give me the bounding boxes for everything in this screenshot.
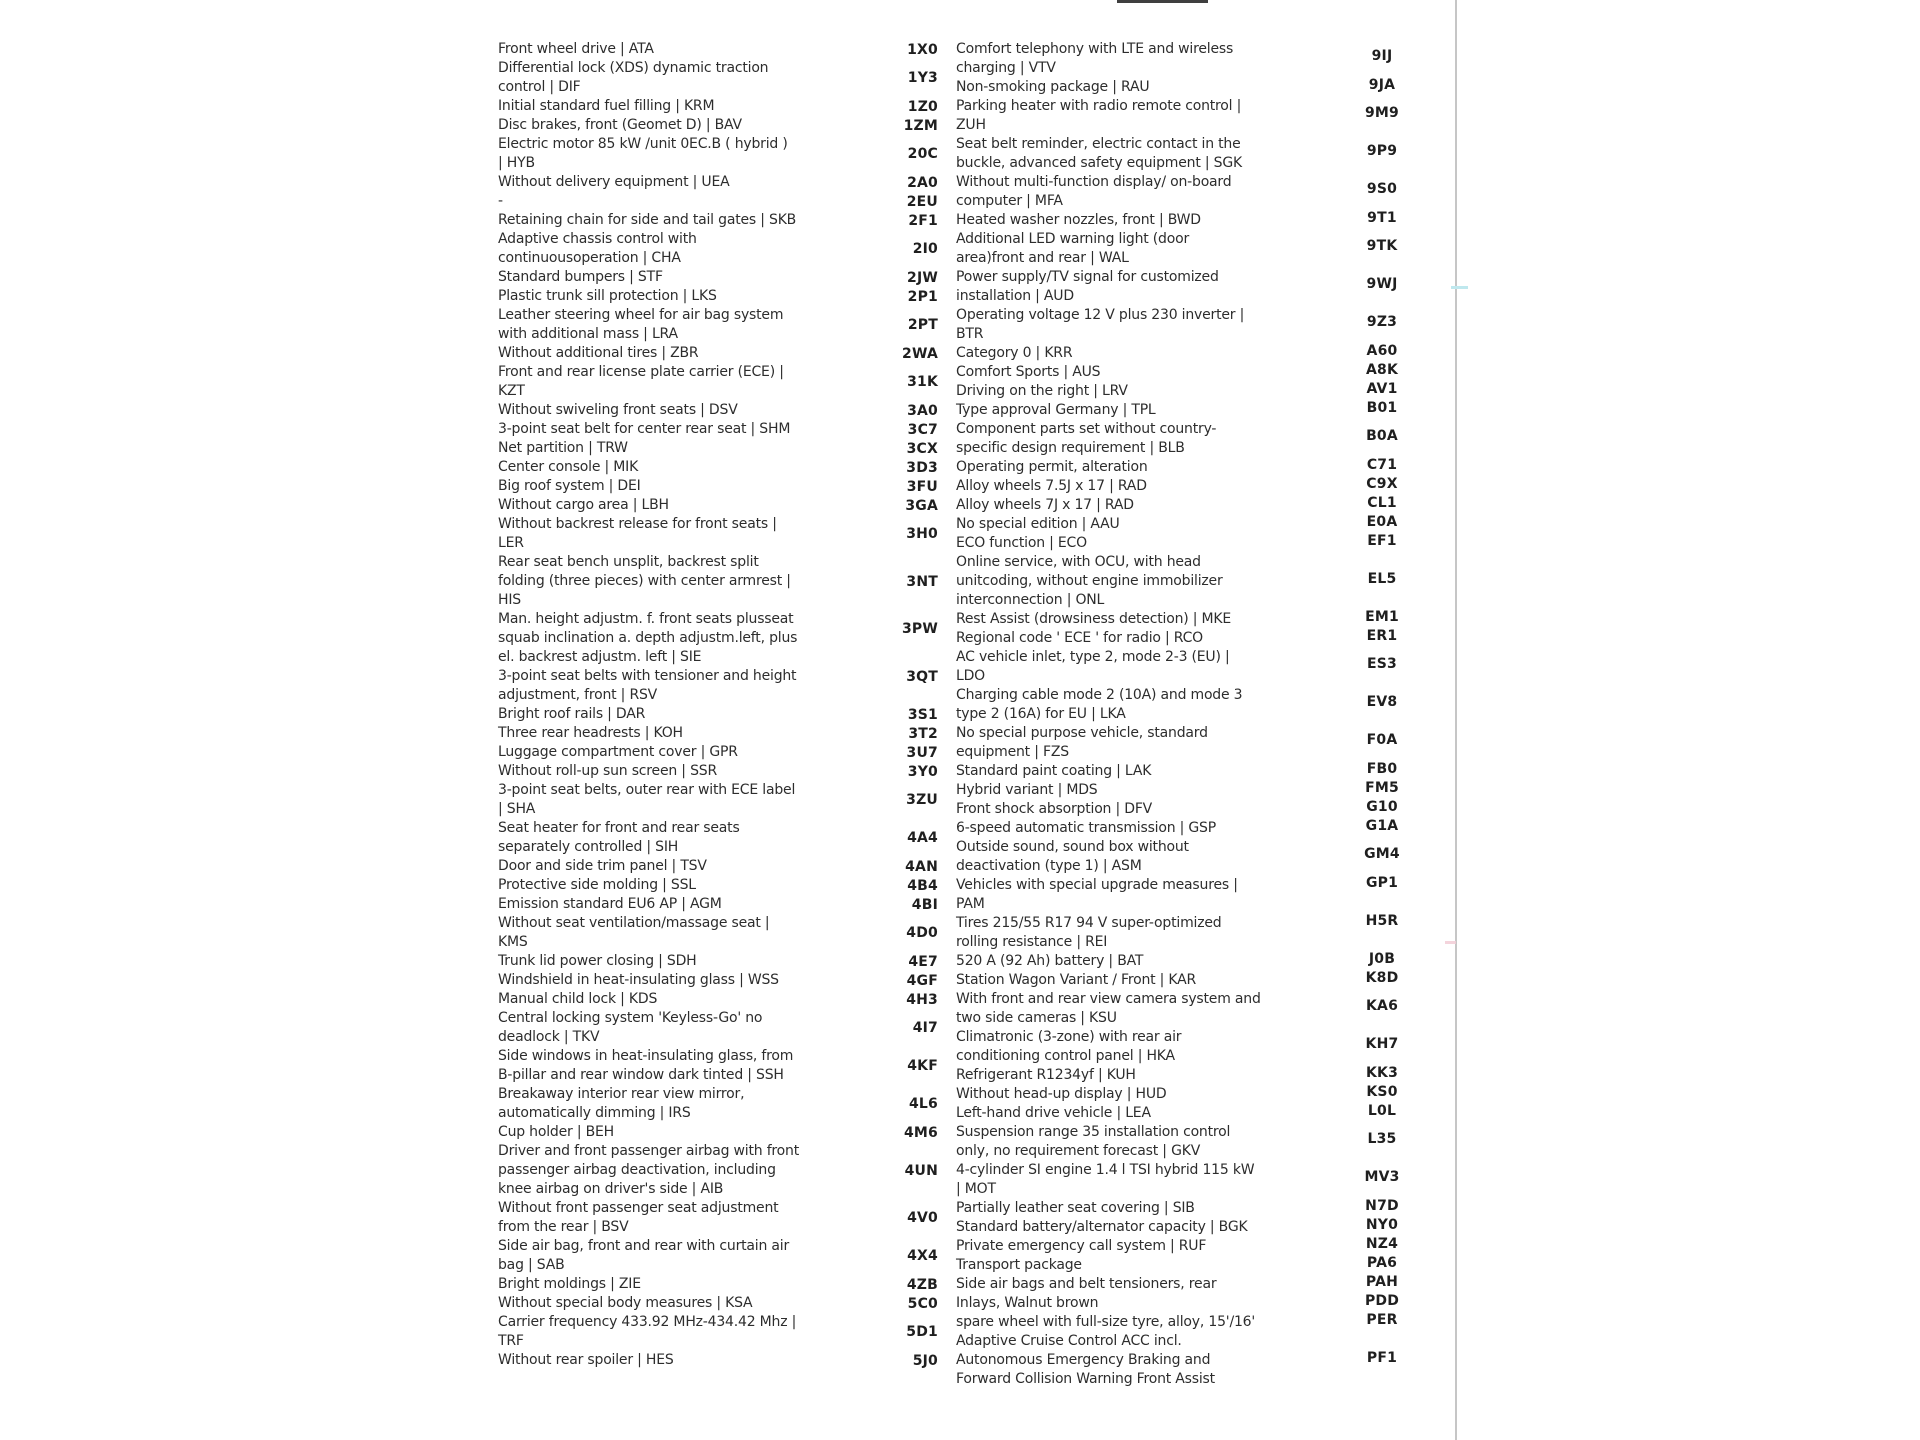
text-line: passenger airbag deactivation, including (498, 1162, 776, 1178)
text-line: TRF (498, 1333, 524, 1349)
pr-code: PA6 (1366, 1254, 1398, 1271)
pr-code: 9T1 (1367, 209, 1397, 226)
text-line: Partially leather seat covering | SIB (956, 1200, 1195, 1216)
pr-code: 4D0 (906, 925, 938, 941)
text-line: Alloy wheels 7J x 17 | RAD (956, 497, 1134, 513)
pr-code: K8D (1365, 969, 1399, 986)
pr-code: CL1 (1367, 494, 1397, 511)
pr-code: 5D1 (906, 1324, 938, 1340)
text-line: Retaining chain for side and tail gates | SKB (498, 212, 797, 228)
text-line: spare wheel with full-size tyre, alloy, 15'/16' (956, 1314, 1256, 1330)
pr-code: EV8 (1366, 694, 1398, 710)
text-line: Emission standard EU6 AP | AGM (498, 896, 722, 912)
text-line: Disc brakes, front (Geomet D) | BAV (498, 117, 742, 133)
text-line: knee airbag on driver's side | AIB (498, 1181, 724, 1197)
pr-code: 3T2 (908, 725, 938, 742)
text-line: Seat belt reminder, electric contact in the (956, 136, 1241, 152)
pr-code: 3U7 (906, 744, 938, 761)
pr-code: PER (1366, 1311, 1398, 1328)
pr-code: B01 (1366, 399, 1398, 416)
text-line: Leather steering wheel for air bag system (498, 307, 784, 323)
text-line: 6-speed automatic transmission | GSP (956, 820, 1216, 836)
pr-code: PF1 (1366, 1349, 1398, 1366)
pr-code: NZ4 (1365, 1235, 1399, 1252)
pr-code: 2I0 (912, 241, 938, 257)
text-line: deactivation (type 1) | ASM (956, 858, 1142, 874)
pr-code: FM5 (1365, 779, 1399, 796)
pr-code: EM1 (1365, 608, 1399, 625)
text-line: Driving on the right | LRV (956, 383, 1128, 399)
text-line: Breakaway interior rear view mirror, (498, 1086, 745, 1102)
text-line: rolling resistance | REI (956, 934, 1108, 950)
text-line: Heated washer nozzles, front | BWD (956, 212, 1201, 228)
pr-code: MV3 (1364, 1169, 1400, 1185)
pr-code: 4I7 (912, 1020, 938, 1036)
pr-code: 2A0 (907, 174, 938, 191)
text-line: Parking heater with radio remote control | (956, 98, 1242, 114)
pr-code: AV1 (1366, 380, 1398, 397)
pr-code: 9M9 (1364, 105, 1399, 121)
pr-code: 3FU (906, 478, 938, 495)
text-line: Driver and front passenger airbag with front (498, 1143, 800, 1159)
pr-code: 2WA (902, 345, 938, 362)
pr-code: 4AN (905, 858, 938, 875)
text-line: No special purpose vehicle, standard (956, 725, 1208, 741)
pr-code: 4V0 (907, 1210, 938, 1226)
text-line: Forward Collision Warning Front Assist (956, 1371, 1215, 1387)
pr-code: 4A4 (907, 830, 938, 846)
text-line: Adaptive Cruise Control ACC incl. (956, 1333, 1182, 1349)
text-line: Without seat ventilation/massage seat | (498, 915, 770, 931)
text-line: Private emergency call system | RUF (956, 1238, 1207, 1254)
pr-code: 3H0 (906, 526, 938, 542)
pr-code: GM4 (1364, 846, 1400, 862)
text-line: Suspension range 35 installation control (956, 1124, 1231, 1140)
text-line: Without roll-up sun screen | SSR (498, 763, 717, 779)
text-line: Online service, with OCU, with head (956, 554, 1201, 570)
text-line: Refrigerant R1234yf | KUH (956, 1067, 1136, 1083)
pr-code: 3C7 (907, 421, 938, 438)
text-line: 3-point seat belt for center rear seat | SHM (498, 421, 791, 437)
text-line: 520 A (92 Ah) battery | BAT (956, 953, 1144, 969)
pr-code: F0A (1366, 732, 1398, 748)
text-line: Vehicles with special upgrade measures | (956, 877, 1238, 893)
text-line: Standard bumpers | STF (498, 269, 663, 285)
text-line: Transport package (956, 1257, 1082, 1273)
pr-code: 3S1 (907, 706, 938, 723)
text-line: Additional LED warning light (door (956, 231, 1190, 247)
pr-code: 1Z0 (907, 98, 938, 115)
pr-code: 2PT (907, 317, 938, 333)
text-line: Component parts set without country- (956, 421, 1217, 437)
pr-code: N7D (1365, 1197, 1399, 1214)
pr-code: KH7 (1365, 1036, 1399, 1052)
pr-code: 4BI (911, 896, 938, 913)
pr-code: 4KF (907, 1058, 938, 1074)
text-line: Bright moldings | ZIE (498, 1276, 641, 1292)
pr-code: 3ZU (906, 792, 938, 808)
pr-code: J0B (1368, 950, 1396, 967)
pr-code: PDD (1364, 1292, 1400, 1309)
text-line: Hybrid variant | MDS (956, 782, 1098, 798)
pr-code: 2F1 (908, 212, 938, 229)
pr-code: 3CX (906, 440, 938, 457)
text-line: Luggage compartment cover | GPR (498, 744, 738, 760)
scan-artifact-top-line (1117, 0, 1208, 3)
text-line: Initial standard fuel filling | KRM (498, 98, 715, 114)
text-line: Non-smoking package | RAU (956, 79, 1150, 95)
text-line: folding (three pieces) with center armrest | (498, 573, 791, 589)
text-line: Manual child lock | KDS (498, 991, 658, 1007)
text-line: 3-point seat belts, outer rear with ECE label (498, 782, 796, 798)
pr-code: 9TK (1366, 238, 1398, 254)
pr-code: 3PW (901, 621, 938, 637)
text-line: Differential lock (XDS) dynamic traction (498, 60, 769, 76)
text-line: equipment | FZS (956, 744, 1069, 760)
pr-code: 5C0 (907, 1295, 938, 1312)
text-line: KMS (498, 934, 528, 950)
pr-code: 3GA (905, 497, 938, 514)
pr-code: EF1 (1367, 532, 1397, 549)
text-line: 4-cylinder SI engine 1.4 l TSI hybrid 115 kW (956, 1162, 1255, 1178)
text-line: LDO (956, 668, 985, 684)
pr-code: 1X0 (907, 41, 938, 58)
text-line: buckle, advanced safety equipment | SGK (956, 155, 1242, 171)
pr-code: 4ZB (906, 1276, 938, 1293)
pr-code: 9Z3 (1366, 314, 1398, 330)
text-line: computer | MFA (956, 193, 1063, 209)
text-line: PAM (956, 896, 985, 912)
pr-code: C71 (1366, 456, 1398, 473)
text-line: interconnection | ONL (956, 592, 1105, 608)
pr-code: G1A (1365, 817, 1399, 834)
text-line: only, no requirement forecast | GKV (956, 1143, 1201, 1159)
text-line: unitcoding, without engine immobilizer (956, 573, 1223, 589)
text-line: Without multi-function display/ on-board (956, 174, 1232, 190)
text-line: specific design requirement | BLB (956, 440, 1185, 456)
pr-code: E0A (1366, 513, 1398, 530)
text-line: Inlays, Walnut brown (956, 1295, 1099, 1311)
pr-code: 3D3 (906, 459, 938, 476)
pr-code-column (850, 40, 938, 1400)
text-line: Door and side trim panel | TSV (498, 858, 707, 874)
pr-code: 4B4 (907, 877, 938, 894)
pr-code: C9X (1366, 475, 1398, 492)
text-line: KZT (498, 383, 525, 399)
text-line: Without head-up display | HUD (956, 1086, 1167, 1102)
text-line: conditioning control panel | HKA (956, 1048, 1175, 1064)
text-line: Category 0 | KRR (956, 345, 1073, 361)
text-line: Standard battery/alternator capacity | BGK (956, 1219, 1248, 1235)
text-line: Cup holder | BEH (498, 1124, 614, 1140)
pr-code: 31K (907, 374, 938, 390)
pr-code: GP1 (1365, 874, 1399, 891)
text-line: Without swiveling front seats | DSV (498, 402, 738, 418)
pr-code: 2EU (906, 193, 938, 210)
text-line: Comfort Sports | AUS (956, 364, 1101, 380)
text-line: Station Wagon Variant / Front | KAR (956, 972, 1197, 988)
left-description-column (498, 40, 843, 1370)
text-line: Without rear spoiler | HES (498, 1352, 674, 1368)
pr-code: PAH (1365, 1273, 1399, 1290)
text-line: 3-point seat belts with tensioner and height (498, 668, 797, 684)
pr-code: NY0 (1365, 1216, 1399, 1233)
text-line: Rest Assist (drowsiness detection) | MKE (956, 611, 1232, 627)
pr-code: A8K (1365, 361, 1399, 378)
middle-description-column (956, 40, 1316, 1389)
text-line: Comfort telephony with LTE and wireless (956, 41, 1234, 57)
text-line: Left-hand drive vehicle | LEA (956, 1105, 1151, 1121)
text-line: Autonomous Emergency Braking and (956, 1352, 1211, 1368)
text-line: installation | AUD (956, 288, 1074, 304)
text-line: Front wheel drive | ATA (498, 41, 654, 57)
text-line: el. backrest adjustm. left | SIE (498, 649, 702, 665)
pr-code: B0A (1366, 428, 1398, 444)
text-line: Without cargo area | LBH (498, 497, 669, 513)
text-line: Bright roof rails | DAR (498, 706, 646, 722)
text-line: | HYB (498, 155, 535, 171)
text-line: Without backrest release for front seats | (498, 516, 777, 532)
text-line: charging | VTV (956, 60, 1056, 76)
text-line: from the rear | BSV (498, 1219, 629, 1235)
text-line: Climatronic (3-zone) with rear air (956, 1029, 1182, 1045)
text-line: two side cameras | KSU (956, 1010, 1117, 1026)
text-line: Side air bags and belt tensioners, rear (956, 1276, 1217, 1292)
pr-code: 9P9 (1366, 143, 1398, 159)
text-line: Seat heater for front and rear seats (498, 820, 740, 836)
pr-code: 4E7 (908, 953, 938, 970)
text-line: BTR (956, 326, 984, 342)
text-line: Front and rear license plate carrier (ECE) | (498, 364, 784, 380)
text-line: bag | SAB (498, 1257, 565, 1273)
text-line: Front shock absorption | DFV (956, 801, 1153, 817)
text-line: type 2 (16A) for EU | LKA (956, 706, 1126, 722)
pr-code: FB0 (1366, 760, 1398, 777)
text-line: Rear seat bench unsplit, backrest split (498, 554, 759, 570)
page-edge-divider-line (1455, 0, 1457, 1440)
text-line: Center console | MIK (498, 459, 639, 475)
pr-code: 4X4 (907, 1248, 938, 1264)
pr-code: KS0 (1366, 1083, 1398, 1100)
text-line: squab inclination a. depth adjustm.left, plus (498, 630, 798, 646)
pr-code: 1ZM (903, 117, 938, 134)
text-line: Standard paint coating | LAK (956, 763, 1152, 779)
pr-code: 2JW (907, 269, 938, 286)
pr-code: 3QT (906, 668, 938, 685)
text-line: Adaptive chassis control with (498, 231, 697, 247)
pr-code: ES3 (1367, 656, 1397, 672)
scan-artifact-pink-tick (1445, 941, 1456, 944)
text-line: Without special body measures | KSA (498, 1295, 753, 1311)
text-line: control | DIF (498, 79, 581, 95)
text-line: | SHA (498, 801, 536, 817)
text-line: Alloy wheels 7.5J x 17 | RAD (956, 478, 1147, 494)
pr-code: ER1 (1366, 627, 1398, 644)
pr-code: 1Y3 (907, 70, 938, 86)
text-line: ECO function | ECO (956, 535, 1087, 551)
text-line: continuousoperation | CHA (498, 250, 681, 266)
text-line: Regional code ' ECE ' for radio | RCO (956, 630, 1203, 646)
pr-code: 9WJ (1366, 276, 1398, 292)
pr-code: 4UN (904, 1162, 938, 1179)
text-line: No special edition | AAU (956, 516, 1120, 532)
text-line: ZUH (956, 117, 986, 133)
text-line: Without additional tires | ZBR (498, 345, 699, 361)
pr-code: 4GF (906, 972, 938, 989)
text-line: adjustment, front | RSV (498, 687, 658, 703)
text-line: deadlock | TKV (498, 1029, 600, 1045)
text-line: | MOT (956, 1181, 996, 1197)
text-line: Side air bag, front and rear with curtain air (498, 1238, 790, 1254)
pr-code: KA6 (1365, 998, 1399, 1014)
pr-code: KK3 (1365, 1064, 1399, 1081)
text-line: Man. height adjustm. f. front seats plusseat (498, 611, 794, 627)
pr-code: L35 (1367, 1131, 1397, 1147)
text-line: Windshield in heat-insulating glass | WSS (498, 972, 779, 988)
pr-code: 3Y0 (907, 763, 938, 780)
text-line: Carrier frequency 433.92 MHz-434.42 Mhz | (498, 1314, 797, 1330)
pr-code: 4H3 (906, 991, 938, 1008)
text-line: automatically dimming | IRS (498, 1105, 691, 1121)
text-line: With front and rear view camera system and (956, 991, 1261, 1007)
text-line: Central locking system 'Keyless-Go' no (498, 1010, 763, 1026)
text-line: AC vehicle inlet, type 2, mode 2-3 (EU) | (956, 649, 1230, 665)
text-line: HIS (498, 592, 521, 608)
pr-code: 2P1 (907, 288, 938, 305)
text-line: Net partition | TRW (498, 440, 628, 456)
pr-code: 20C (907, 146, 938, 162)
text-line: Operating voltage 12 V plus 230 inverter | (956, 307, 1245, 323)
text-line: with additional mass | LRA (498, 326, 678, 342)
text-line: Operating permit, alteration (956, 459, 1148, 475)
text-line: Power supply/TV signal for customized (956, 269, 1219, 285)
text-line: area)front and rear | WAL (956, 250, 1129, 266)
pr-code: 5J0 (912, 1352, 938, 1369)
text-line: Side windows in heat-insulating glass, from (498, 1048, 794, 1064)
pr-code: H5R (1365, 912, 1399, 929)
pr-code: L0L (1367, 1102, 1397, 1119)
pr-code: 4M6 (903, 1124, 938, 1141)
text-line: Protective side molding | SSL (498, 877, 696, 893)
text-line: Big roof system | DEI (498, 478, 641, 494)
text-line: - (498, 193, 503, 209)
pr-code: 9JA (1368, 76, 1396, 93)
pr-code: A60 (1366, 342, 1398, 359)
text-line: Electric motor 85 kW /unit 0EC.B ( hybrid ) (498, 136, 788, 152)
pr-code: 4L6 (908, 1096, 938, 1112)
text-line: Outside sound, sound box without (956, 839, 1189, 855)
right-pr-code-column (1347, 37, 1417, 1397)
text-line: Three rear headrests | KOH (498, 725, 683, 741)
text-line: Type approval Germany | TPL (956, 402, 1156, 418)
pr-code: 3A0 (907, 402, 938, 419)
text-line: separately controlled | SIH (498, 839, 679, 855)
text-line: Without front passenger seat adjustment (498, 1200, 779, 1216)
text-line: Trunk lid power closing | SDH (498, 953, 697, 969)
pr-code: 3NT (906, 573, 938, 590)
pr-code: 9IJ (1371, 48, 1393, 64)
text-line: Tires 215/55 R17 94 V super-optimized (956, 915, 1222, 931)
pr-code: G10 (1366, 798, 1398, 815)
text-line: Charging cable mode 2 (10A) and mode 3 (956, 687, 1243, 703)
pr-code: 9S0 (1366, 181, 1398, 197)
text-line: Plastic trunk sill protection | LKS (498, 288, 717, 304)
text-line: B-pillar and rear window dark tinted | SSH (498, 1067, 784, 1083)
scan-artifact-cyan-tick (1451, 286, 1468, 289)
text-line: LER (498, 535, 524, 551)
text-line: Without delivery equipment | UEA (498, 174, 730, 190)
pr-code: EL5 (1367, 570, 1397, 587)
